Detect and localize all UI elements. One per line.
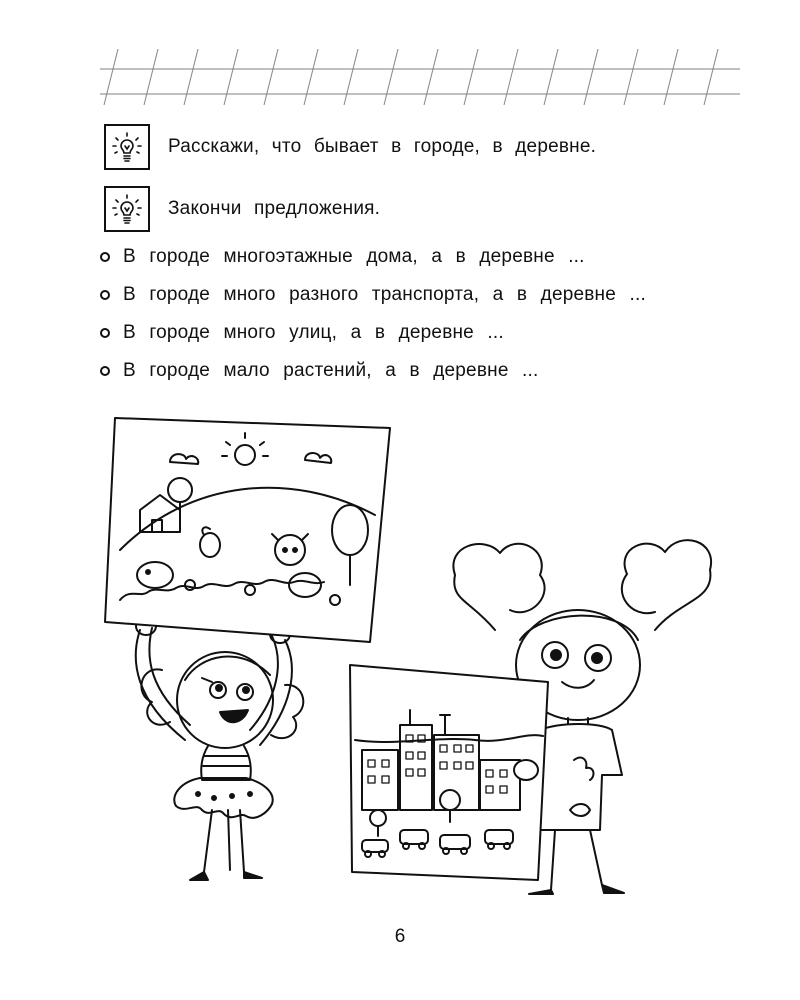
bullet-icon — [100, 290, 110, 300]
list-item — [100, 238, 646, 276]
list-item — [100, 352, 646, 390]
task-text: Закончи предложения. — [168, 198, 381, 219]
sentence-text: В городе мало растений, а в деревне ... — [123, 360, 539, 381]
girls-with-pictures-illustration — [100, 400, 740, 910]
bullet-icon — [100, 366, 110, 376]
sentence-list — [100, 238, 646, 390]
bullet-icon — [100, 328, 110, 338]
task-finish-sentences — [104, 186, 380, 232]
girl-left — [136, 617, 304, 880]
sentence-text: В городе много улиц, а в деревне ... — [123, 322, 504, 343]
village-picture — [105, 418, 390, 642]
lightbulb-icon — [104, 186, 150, 232]
handwriting-guide-lines — [100, 45, 740, 110]
sentence-text: В городе многоэтажные дома, а в деревне ... — [123, 246, 585, 267]
page-number: 6 — [394, 926, 406, 947]
task-text: Расскажи, что бывает в городе, в деревне. — [168, 136, 597, 157]
list-item — [100, 276, 646, 314]
bullet-icon — [100, 252, 110, 262]
sentence-text: В городе много разного транспорта, а в деревне ... — [123, 284, 646, 305]
task-speak — [104, 124, 596, 170]
lightbulb-icon — [104, 124, 150, 170]
city-picture — [350, 665, 548, 880]
list-item — [100, 314, 646, 352]
